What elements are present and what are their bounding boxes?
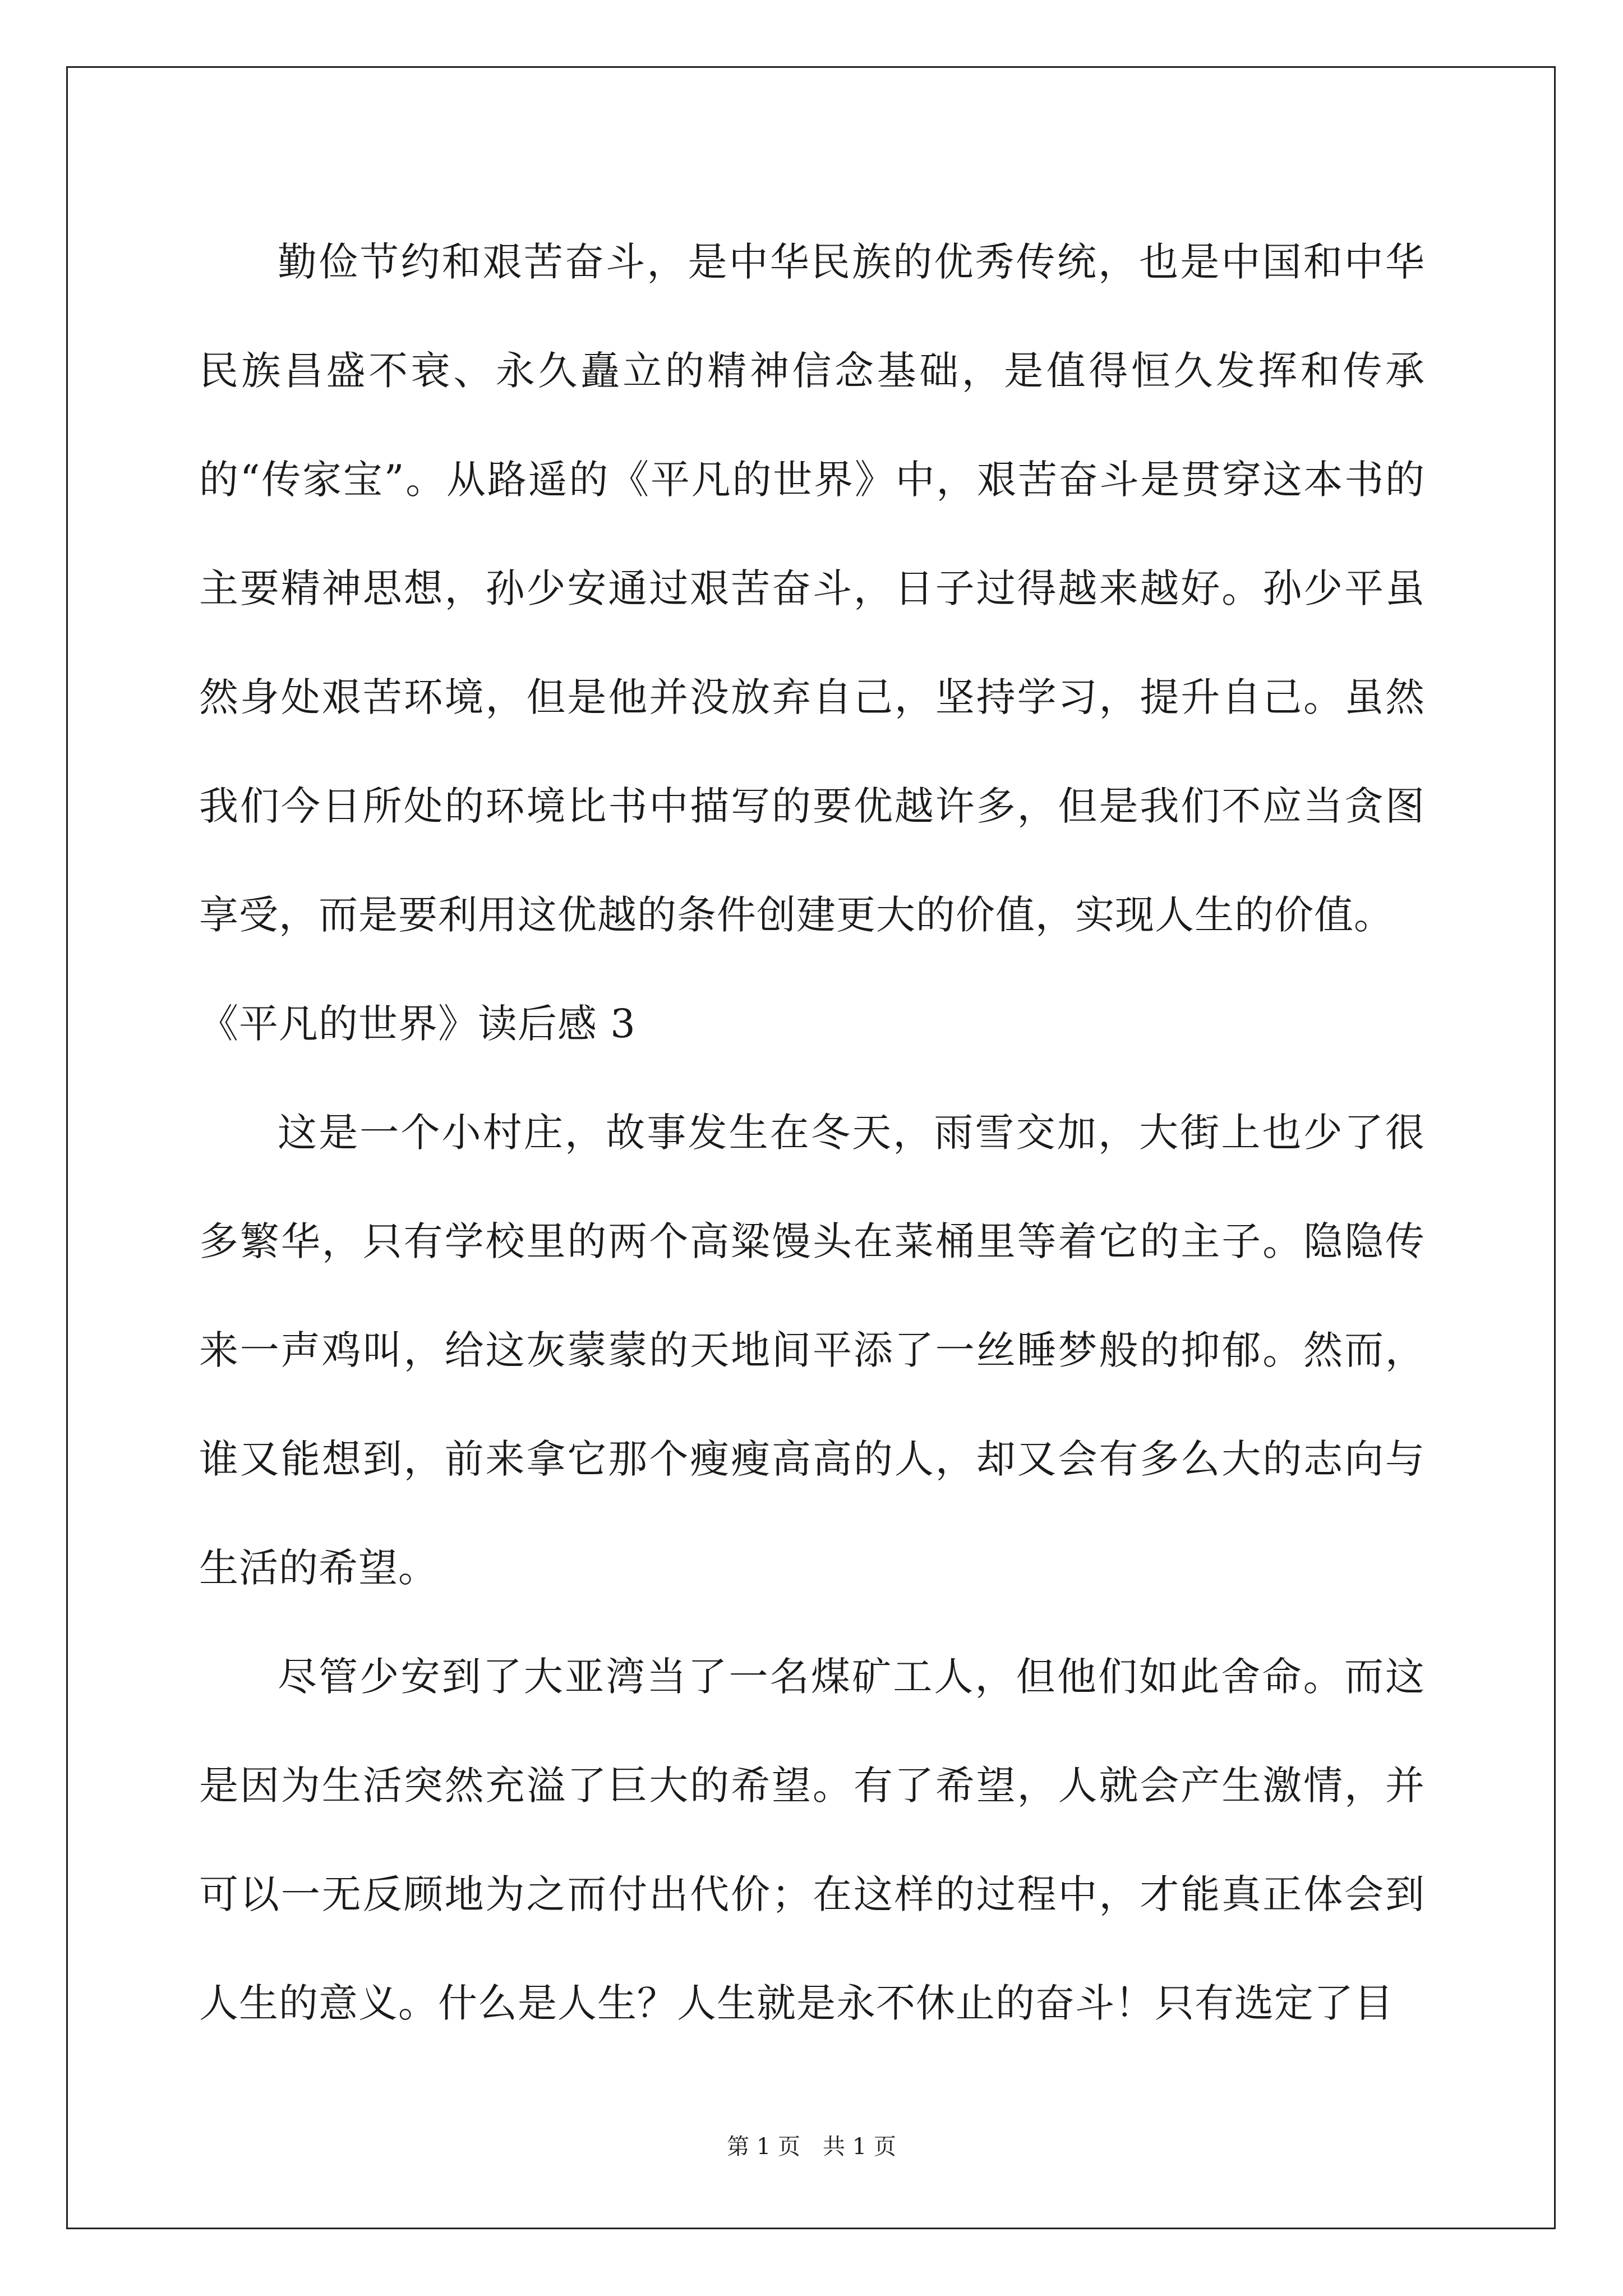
paragraph-3: 尽管少安到了大亚湾当了一名煤矿工人，但他们如此舍命。而这是因为生活突然充溢了巨大的希望。有了希望，人就会产生激情，并可以一无反顾地为之而付出代价；在这样的过程中，才能真正体会到人生的意义。什么是人生？人生就是永不休止的奋斗！只有选定了目 <box>199 1654 1425 2026</box>
section-heading: 《平凡的世界》读后感 3 <box>199 1001 636 1047</box>
paragraph-2: 这是一个小村庄，故事发生在冬天，雨雪交加，大街上也少了很多繁华，只有学校里的两个高粱馒头在菜桶里等着它的主子。隐隐传来一声鸡叫，给这灰蒙蒙的天地间平添了一丝睡梦般的抑郁。然而，谁又能想到，前来拿它那个瘦瘦高高的人，却又会有多么大的志向与生活的希望。 <box>199 1110 1425 1591</box>
page-number-total: 共 1 页 <box>823 2134 896 2160</box>
document-body <box>199 208 1425 2058</box>
paragraph-1: 勤俭节约和艰苦奋斗，是中华民族的优秀传统，也是中国和中华民族昌盛不衰、永久矗立的精神信念基础，是值得恒久发挥和传承的“传家宝”。从路遥的《平凡的世界》中，艰苦奋斗是贯穿这本书的主要精神思想，孙少安通过艰苦奋斗，日子过得越来越好。孙少平虽然身处艰苦环境，但是他并没放弃自己，坚持学习，提升自己。虽然我们今日所处的环境比书中描写的要优越许多，但是我们不应当贪图享受，而是要利用这优越的条件创建更大的价值，实现人生的价值。 <box>199 239 1425 938</box>
page-footer <box>0 2129 1623 2161</box>
page-number-current: 第 1 页 <box>727 2134 800 2160</box>
